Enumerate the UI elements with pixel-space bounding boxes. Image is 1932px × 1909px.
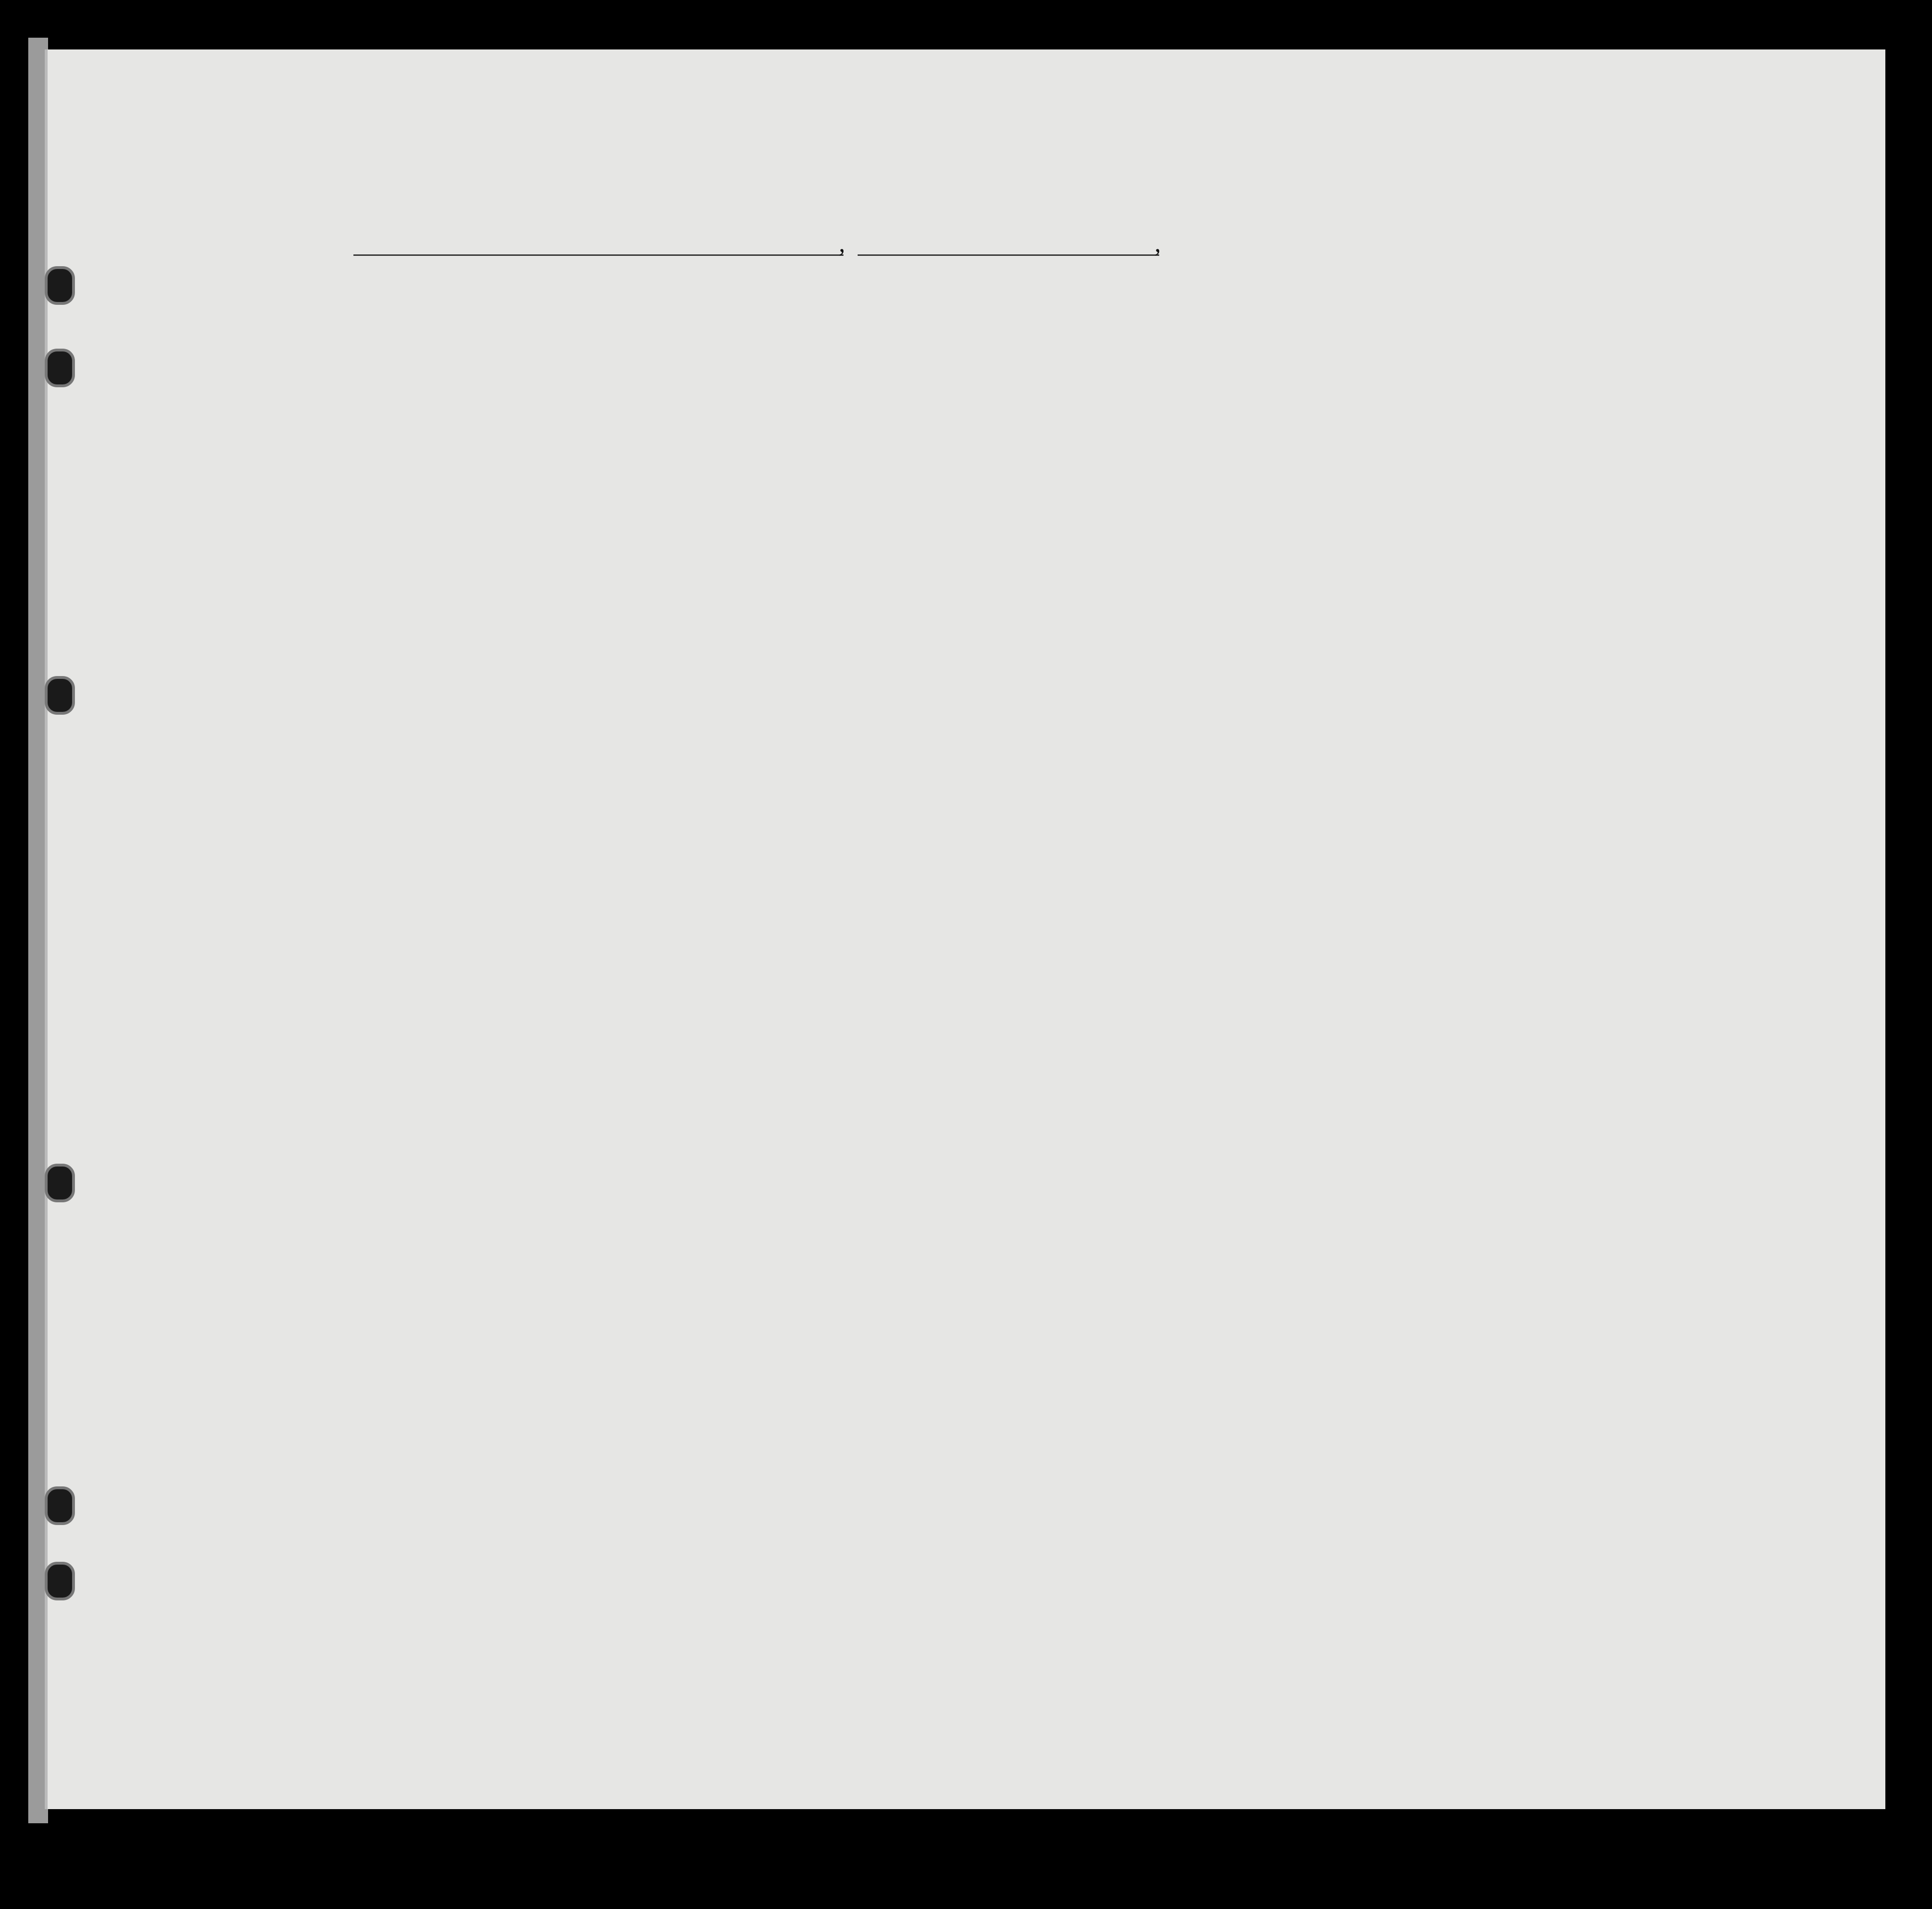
header-hair <box>1656 382 1692 400</box>
header-relative <box>186 349 422 429</box>
header-state <box>426 391 474 415</box>
header-eyes <box>1694 382 1729 400</box>
header-no-on-list <box>141 349 179 429</box>
header-inches <box>1596 403 1615 422</box>
header-color-of <box>1656 320 1729 334</box>
header-deformed <box>1515 325 1574 415</box>
separator-comma: , <box>839 229 845 257</box>
header-height <box>1572 320 1619 334</box>
separator-comma: , <box>1154 229 1161 257</box>
header-city <box>476 391 584 415</box>
header-yes-no <box>735 386 759 419</box>
header-passage-note <box>624 372 695 424</box>
header-joining <box>865 339 1096 410</box>
header-if-yes <box>761 372 860 386</box>
header-feet <box>1572 403 1590 422</box>
header-before-us <box>733 316 860 363</box>
header-final-destination-note <box>424 341 584 353</box>
header-condition <box>1461 325 1515 415</box>
header-purpose <box>1105 305 1242 319</box>
header-complexion <box>1621 349 1654 386</box>
header-year-period <box>763 396 810 429</box>
header-where <box>811 396 859 429</box>
header-passage-paid <box>624 325 695 372</box>
header-marks <box>1730 353 1843 372</box>
